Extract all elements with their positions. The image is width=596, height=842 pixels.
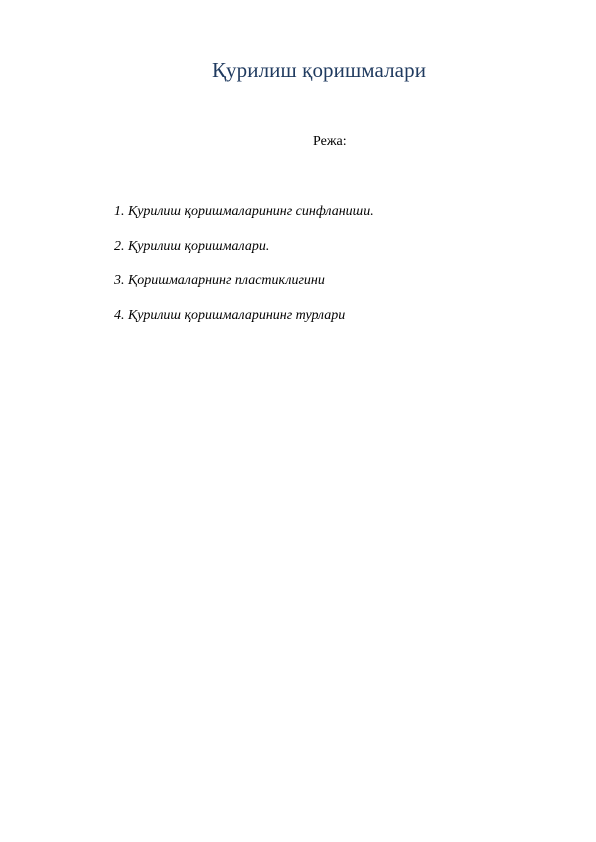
plan-heading: Режа:: [313, 134, 347, 149]
plan-item-3: 3. Қоришмаларнинг пластиклигини: [114, 273, 325, 288]
plan-list: [114, 203, 374, 341]
plan-item-2: 2. Қурилиш қоришмалари.: [114, 238, 270, 254]
plan-item-4: 4. Қурилиш қоришмаларининг турлари: [114, 307, 346, 323]
document-title: Қурилиш қоришмалари: [211, 58, 427, 82]
plan-item-1: 1. Қурилиш қоришмаларининг синфланиши.: [114, 204, 374, 219]
